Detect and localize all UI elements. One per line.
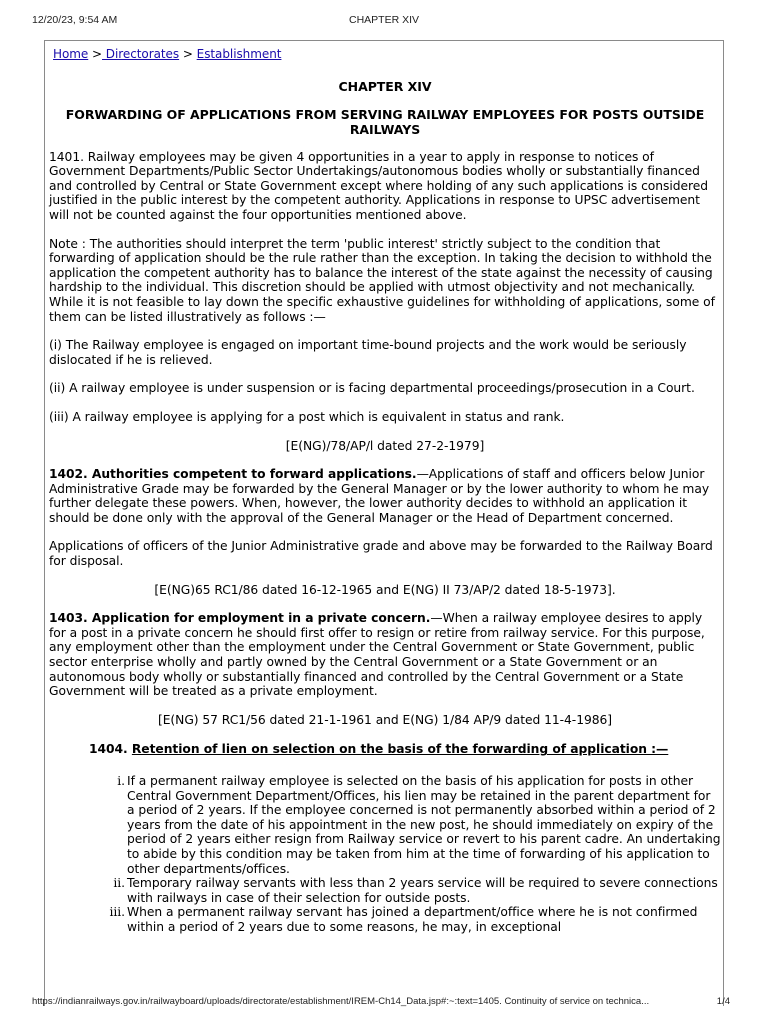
paragraph-1402-board: Applications of officers of the Junior Administrative grade and above may be forwarded to the Railway Board for disposal. (49, 539, 713, 569)
breadcrumb-establishment-link[interactable]: Establishment (196, 47, 282, 61)
list-item-number: iii. (109, 905, 125, 920)
clause-iii: (iii) A railway employee is applying for a post which is equivalent in status and rank. (49, 409, 565, 424)
list-item (113, 876, 721, 905)
print-datetime: 12/20/23, 9:54 AM (32, 14, 118, 26)
reference-1401: [E(NG)/78/AP/l dated 27-2-1979] (285, 438, 485, 453)
clause-i: (i) The Railway employee is engaged on important time-bound projects and the work would be seriously dislocated if he is relieved. (49, 338, 687, 367)
chapter-title: CHAPTER XIV (338, 78, 432, 94)
paragraph-1401: 1401. Railway employees may be given 4 opportunities in a year to apply in response to notices of Government Departments/Public Sector Undertakings/autonomous bodies wholly or substantially financed and controlled by Central or State Government except where holding of any such applications is considered justified in the public interest by the competent authority. Applications in response to UPSC advertisement will not be counted against the four opportunities mentioned above. (49, 149, 708, 222)
breadcrumb (53, 47, 721, 62)
list-item (117, 774, 721, 876)
breadcrumb-separator: > (182, 47, 193, 61)
list-item-number: i. (117, 774, 125, 788)
list-item-text: If a permanent railway employee is selected on the basis of his application for posts in other Central Government Department/Offices, his lien may be retained in the parent department for a period of 2 years. If the employee concerned is not permanently absorbed within a period of 2 years from the date of his appointment in the new post, he should immediately on expiry of the period of 2 years either resign from Railway service or revert to his parent cadre. An undertaking to abide by this condition may be taken from him at the time of forwarding of his application to other departments/offices. (127, 774, 721, 876)
breadcrumb-home-link[interactable]: Home (53, 47, 89, 61)
breadcrumb-separator: > (92, 47, 103, 61)
list-item (109, 905, 721, 934)
paragraph-1403 (49, 611, 721, 699)
clause-ii: (ii) A railway employee is under suspension or is facing departmental proceedings/prosecution in a Court. (49, 381, 695, 396)
paragraph-1402-heading: 1402. Authorities competent to forward applications. (49, 467, 417, 482)
reference-1403: [E(NG) 57 RC1/56 dated 21-1-1961 and E(NG) 1/84 AP/9 dated 11-4-1986] (157, 712, 613, 727)
paragraph-1404-title: Retention of lien on selection on the basis of the forwarding of application :— (131, 742, 669, 757)
list-item-number: ii. (113, 876, 125, 891)
paragraph-1402-body: —Applications of staff and officers below Junior Administrative Grade may be forwarded by the General Manager or by the lower authority to whom he may further delegate these powers. When, however, the lower authority decides to withhold an application it should be done only with the approval of the General Manager or the Head of Department concerned. (49, 467, 710, 525)
paragraph-1402 (49, 467, 721, 525)
paragraph-1403-heading: 1403. Application for employment in a private concern. (49, 611, 431, 626)
paragraph-1403-body: —When a railway employee desires to apply for a post in a private concern he should first offer to resign or retire from railway service. For this purpose, any employment other than the employment under the Central Government or State Government, public sector enterprise wholly and partly owned by the Central Government or a State Government or an autonomous body wholly or substantially financed and controlled by the Central Government or a State Government will be treated as a private employment. (49, 611, 705, 699)
print-url: https://indianrailways.gov.in/railwayboard/uploads/directorate/establishment/IREM-Ch14_Data.jsp#:~:text=1405. Continuity of service on technica... (32, 996, 650, 1007)
breadcrumb-directorates-link[interactable]: Directorates (102, 47, 180, 61)
chapter-subtitle: FORWARDING OF APPLICATIONS FROM SERVING RAILWAY EMPLOYEES FOR POSTS OUTSIDE RAILWAYS (65, 106, 705, 137)
print-page-number: 1/4 (716, 996, 730, 1007)
print-header (32, 14, 736, 28)
list-item-text: Temporary railway servants with less than 2 years service will be required to severe connections with railways in case of their selection for outside posts. (127, 876, 718, 905)
document-content (49, 47, 721, 935)
list-item-text: When a permanent railway servant has joined a department/office where he is not confirmed within a period of 2 years due to some reasons, he may, in exceptional (127, 905, 698, 934)
paragraph-1404-heading (89, 742, 721, 757)
reference-1402: [E(NG)65 RC1/86 dated 16-12-1965 and E(NG) II 73/AP/2 dated 18-5-1973]. (154, 582, 616, 597)
document-frame (44, 40, 724, 1006)
paragraph-1404-number: 1404. (89, 742, 128, 757)
note-paragraph: Note : The authorities should interpret the term 'public interest' strictly subject to the condition that forwarding of application should be the rule rather than the exception. In taking the decision to withhold the application the competent authority has to balance the interest of the state against the necessity of causing hardship to the individual. This discretion should be applied with utmost objectivity and not mechanically. While it is not feasible to lay down the specific exhaustive guidelines for withholding of applications, some of them can be listed illustratively as follows :— (49, 236, 715, 324)
print-page-title: CHAPTER XIV (348, 14, 419, 26)
print-footer (32, 996, 736, 1010)
list-1404 (49, 774, 721, 935)
